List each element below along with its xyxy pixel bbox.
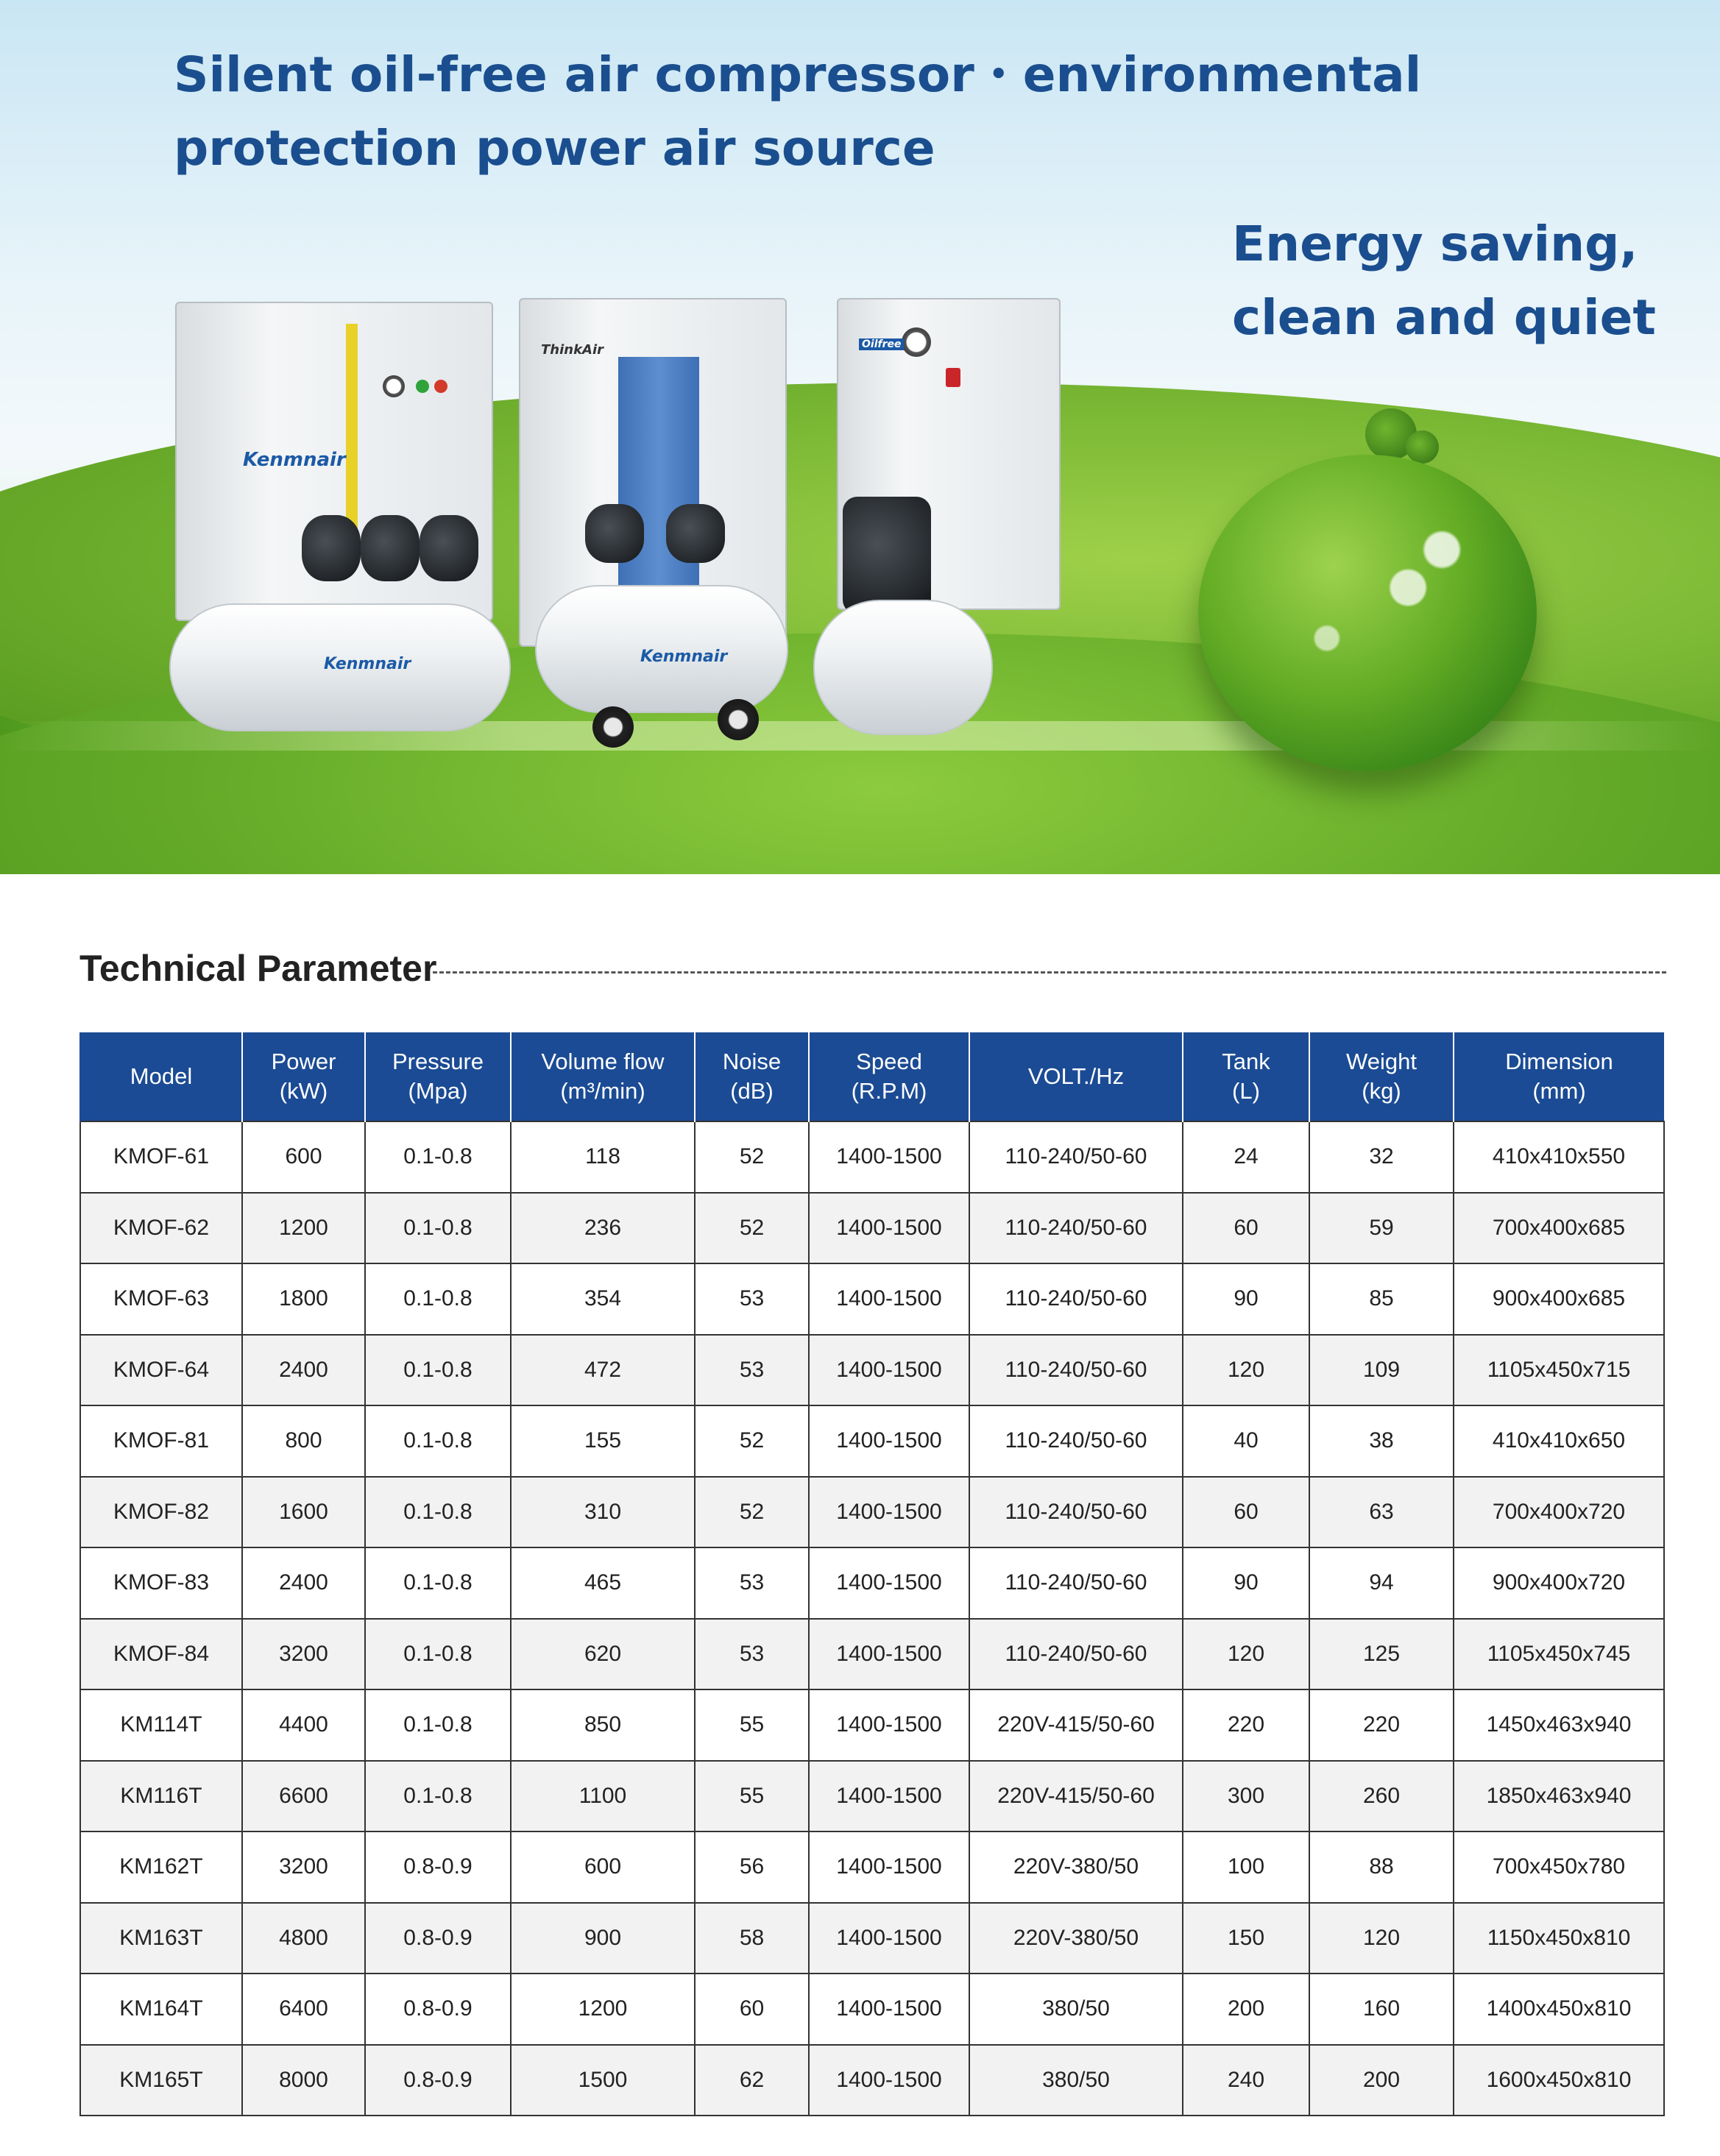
- table-cell: KMOF-84: [80, 1619, 242, 1690]
- hero-subtitle: [1232, 208, 1703, 355]
- table-cell: 120: [1183, 1335, 1309, 1406]
- table-cell: 0.1-0.8: [365, 1547, 511, 1619]
- table-cell: 0.1-0.8: [365, 1761, 511, 1832]
- column-header-label: Pressure: [392, 1049, 484, 1074]
- table-cell: 0.1-0.8: [365, 1619, 511, 1690]
- table-cell: 1600: [242, 1477, 365, 1548]
- table-cell: 300: [1183, 1761, 1309, 1832]
- column-header-unit: (Mpa): [408, 1078, 468, 1104]
- air-tank: [813, 600, 993, 735]
- section-title: Technical Parameter: [79, 948, 437, 989]
- table-cell: KM164T: [80, 1974, 242, 2045]
- table-row: [80, 1689, 1664, 1761]
- table-cell: 410x410x650: [1454, 1405, 1664, 1477]
- table-cell: 32: [1309, 1121, 1454, 1193]
- table-cell: 60: [1183, 1193, 1309, 1264]
- table-cell: 472: [511, 1335, 695, 1406]
- column-header: [242, 1032, 365, 1121]
- column-header-label: Model: [130, 1063, 193, 1089]
- table-cell: 8000: [242, 2045, 365, 2116]
- indicator-light-icon: [416, 380, 429, 393]
- table-cell: KMOF-64: [80, 1335, 242, 1406]
- table-cell: 700x400x720: [1454, 1477, 1664, 1548]
- table-cell: 1400x450x810: [1454, 1974, 1664, 2045]
- table-cell: 0.1-0.8: [365, 1405, 511, 1477]
- table-cell: 1400-1500: [809, 1761, 969, 1832]
- table-cell: 120: [1183, 1619, 1309, 1690]
- table-cell: 60: [1183, 1477, 1309, 1548]
- table-cell: 110-240/50-60: [969, 1547, 1183, 1619]
- table-cell: 1105x450x715: [1454, 1335, 1664, 1406]
- compressor-image-small: [813, 298, 1078, 754]
- table-cell: 60: [695, 1974, 809, 2045]
- table-cell: 150: [1183, 1903, 1309, 1974]
- table-cell: 1400-1500: [809, 1405, 969, 1477]
- table-cell: 0.1-0.8: [365, 1335, 511, 1406]
- table-row: [80, 1903, 1664, 1974]
- column-header-label: Power: [271, 1049, 336, 1074]
- dashed-divider: [433, 971, 1666, 974]
- table-cell: 900: [511, 1903, 695, 1974]
- table-row: [80, 1761, 1664, 1832]
- table-cell: 1400-1500: [809, 1121, 969, 1193]
- table-cell: 53: [695, 1263, 809, 1335]
- table-cell: 1100: [511, 1761, 695, 1832]
- table-cell: 0.8-0.9: [365, 1831, 511, 1903]
- column-header: [365, 1032, 511, 1121]
- cabinet-blue-panel: [618, 357, 699, 600]
- table-cell: 110-240/50-60: [969, 1263, 1183, 1335]
- table-cell: 52: [695, 1193, 809, 1264]
- column-header: [695, 1032, 809, 1121]
- table-cell: 1400-1500: [809, 1477, 969, 1548]
- table-cell: 85: [1309, 1263, 1454, 1335]
- table-cell: 0.8-0.9: [365, 2045, 511, 2116]
- table-cell: 1200: [511, 1974, 695, 2045]
- table-cell: 1400-1500: [809, 1903, 969, 1974]
- table-cell: 160: [1309, 1974, 1454, 2045]
- hero-title-line1: Silent oil-free air compressor・environmental: [174, 46, 1422, 103]
- wheel-icon: [592, 706, 634, 748]
- table-cell: 40: [1183, 1405, 1309, 1477]
- technical-parameter-table: [79, 1032, 1665, 2116]
- column-header-label: Volume flow: [541, 1049, 665, 1074]
- table-row: [80, 1335, 1664, 1406]
- table-cell: 0.8-0.9: [365, 1903, 511, 1974]
- table-cell: 240: [1183, 2045, 1309, 2116]
- motor-icon: [666, 504, 725, 563]
- table-cell: KM116T: [80, 1761, 242, 1832]
- table-cell: 52: [695, 1477, 809, 1548]
- table-cell: 410x410x550: [1454, 1121, 1664, 1193]
- table-cell: 236: [511, 1193, 695, 1264]
- table-cell: 55: [695, 1761, 809, 1832]
- table-cell: 125: [1309, 1619, 1454, 1690]
- table-row: [80, 1477, 1664, 1548]
- table-cell: 0.1-0.8: [365, 1193, 511, 1264]
- table-cell: 465: [511, 1547, 695, 1619]
- column-header: [1454, 1032, 1664, 1121]
- column-header-unit: (R.P.M): [851, 1078, 927, 1104]
- table-cell: 52: [695, 1405, 809, 1477]
- table-cell: 0.1-0.8: [365, 1121, 511, 1193]
- table-cell: 1800: [242, 1263, 365, 1335]
- table-cell: 3200: [242, 1619, 365, 1690]
- table-cell: KMOF-83: [80, 1547, 242, 1619]
- table-cell: 800: [242, 1405, 365, 1477]
- hero-title-line2: protection power air source: [174, 120, 935, 177]
- column-header-label: Speed: [856, 1049, 922, 1074]
- table-cell: 53: [695, 1335, 809, 1406]
- table-cell: 0.8-0.9: [365, 1974, 511, 2045]
- hero-title: [174, 38, 1425, 185]
- table-header-row: [80, 1032, 1664, 1121]
- table-cell: 90: [1183, 1263, 1309, 1335]
- table-cell: 4800: [242, 1903, 365, 1974]
- table-cell: 4400: [242, 1689, 365, 1761]
- table-cell: 55: [695, 1689, 809, 1761]
- column-header-unit: (m³/min): [560, 1078, 645, 1104]
- table-cell: 1850x463x940: [1454, 1761, 1664, 1832]
- table-cell: 94: [1309, 1547, 1454, 1619]
- table-cell: 200: [1183, 1974, 1309, 2045]
- table-cell: 1400-1500: [809, 1689, 969, 1761]
- table-row: [80, 1831, 1664, 1903]
- table-cell: 1105x450x745: [1454, 1619, 1664, 1690]
- hero-subtitle-line1: Energy saving,: [1232, 216, 1638, 272]
- table-cell: 110-240/50-60: [969, 1335, 1183, 1406]
- table-cell: 110-240/50-60: [969, 1477, 1183, 1548]
- table-cell: 1400-1500: [809, 1547, 969, 1619]
- table-cell: 700x450x780: [1454, 1831, 1664, 1903]
- compressor-image-large: [169, 302, 523, 743]
- table-cell: 56: [695, 1831, 809, 1903]
- table-cell: 900x400x685: [1454, 1263, 1664, 1335]
- brand-logo-oilfree: Oilfree: [859, 338, 904, 350]
- table-row: [80, 1193, 1664, 1264]
- table-cell: KMOF-62: [80, 1193, 242, 1264]
- table-row: [80, 1121, 1664, 1193]
- motor-icon: [585, 504, 644, 563]
- table-cell: 2400: [242, 1335, 365, 1406]
- table-cell: 6400: [242, 1974, 365, 2045]
- table-cell: 2400: [242, 1547, 365, 1619]
- column-header: [511, 1032, 695, 1121]
- table-cell: 3200: [242, 1831, 365, 1903]
- table-cell: 220: [1183, 1689, 1309, 1761]
- table-cell: 1600x450x810: [1454, 2045, 1664, 2116]
- table-cell: 88: [1309, 1831, 1454, 1903]
- table-cell: 63: [1309, 1477, 1454, 1548]
- table-cell: 220V-380/50: [969, 1903, 1183, 1974]
- table-body: [80, 1121, 1664, 2116]
- column-header: [1309, 1032, 1454, 1121]
- table-cell: 6600: [242, 1761, 365, 1832]
- table-cell: 100: [1183, 1831, 1309, 1903]
- column-header-unit: (mm): [1532, 1078, 1586, 1104]
- tree-icon: [1406, 430, 1439, 464]
- table-cell: 1150x450x810: [1454, 1903, 1664, 1974]
- column-header-unit: (L): [1232, 1078, 1260, 1104]
- wheel-icon: [718, 699, 759, 740]
- table-cell: 118: [511, 1121, 695, 1193]
- table-cell: 110-240/50-60: [969, 1193, 1183, 1264]
- table-cell: 52: [695, 1121, 809, 1193]
- table-cell: KMOF-81: [80, 1405, 242, 1477]
- table-cell: 354: [511, 1263, 695, 1335]
- table-cell: 38: [1309, 1405, 1454, 1477]
- table-cell: 53: [695, 1619, 809, 1690]
- column-header-label: Dimension: [1505, 1049, 1613, 1074]
- column-header: [969, 1032, 1183, 1121]
- table-cell: 109: [1309, 1335, 1454, 1406]
- table-cell: 1400-1500: [809, 1831, 969, 1903]
- pressure-gauge-icon: [902, 327, 931, 357]
- column-header: [809, 1032, 969, 1121]
- column-header-label: Weight: [1346, 1049, 1417, 1074]
- compressor-image-medium: [519, 298, 799, 754]
- table-cell: 310: [511, 1477, 695, 1548]
- table-cell: 1450x463x940: [1454, 1689, 1664, 1761]
- column-header: [1183, 1032, 1309, 1121]
- table-cell: 110-240/50-60: [969, 1405, 1183, 1477]
- table-cell: 24: [1183, 1121, 1309, 1193]
- table-cell: KM165T: [80, 2045, 242, 2116]
- indicator-light-icon: [434, 380, 447, 393]
- table-row: [80, 2045, 1664, 2116]
- table-row: [80, 1405, 1664, 1477]
- motor-icon: [361, 515, 420, 581]
- table-cell: 1400-1500: [809, 1193, 969, 1264]
- table-cell: 1400-1500: [809, 1619, 969, 1690]
- column-header-unit: (kg): [1362, 1078, 1401, 1104]
- table-cell: 380/50: [969, 2045, 1183, 2116]
- table-cell: 0.1-0.8: [365, 1689, 511, 1761]
- earth-globe-icon: [1198, 455, 1537, 771]
- table-cell: 90: [1183, 1547, 1309, 1619]
- column-header-label: VOLT./Hz: [1027, 1063, 1125, 1089]
- table-cell: 59: [1309, 1193, 1454, 1264]
- table-cell: 1200: [242, 1193, 365, 1264]
- table-cell: KM162T: [80, 1831, 242, 1903]
- table-cell: 220V-415/50-60: [969, 1761, 1183, 1832]
- motor-icon: [420, 515, 478, 581]
- column-header-label: Tank: [1222, 1049, 1270, 1074]
- table-cell: 1400-1500: [809, 1974, 969, 2045]
- hero-subtitle-line2: clean and quiet: [1232, 289, 1656, 346]
- column-header-unit: (dB): [730, 1078, 774, 1104]
- table-cell: 1500: [511, 2045, 695, 2116]
- table-cell: 110-240/50-60: [969, 1619, 1183, 1690]
- brand-logo: Kenmnair: [324, 655, 411, 673]
- table-cell: KMOF-63: [80, 1263, 242, 1335]
- motor-icon: [843, 497, 931, 614]
- table-cell: 120: [1309, 1903, 1454, 1974]
- table-cell: KMOF-82: [80, 1477, 242, 1548]
- table-cell: 1400-1500: [809, 1335, 969, 1406]
- table-cell: 155: [511, 1405, 695, 1477]
- table-cell: 58: [695, 1903, 809, 1974]
- table-cell: 600: [242, 1121, 365, 1193]
- table-cell: 53: [695, 1547, 809, 1619]
- technical-parameter-heading: [79, 942, 1666, 995]
- brand-logo-thinkair: ThinkAir: [541, 342, 604, 358]
- table-cell: 220V-415/50-60: [969, 1689, 1183, 1761]
- table-cell: 62: [695, 2045, 809, 2116]
- brand-logo: Kenmnair: [640, 648, 728, 666]
- table-cell: 220: [1309, 1689, 1454, 1761]
- table-row: [80, 1619, 1664, 1690]
- table-row: [80, 1547, 1664, 1619]
- table-cell: 620: [511, 1619, 695, 1690]
- table-row: [80, 1263, 1664, 1335]
- table-cell: 380/50: [969, 1974, 1183, 2045]
- table-cell: 220V-380/50: [969, 1831, 1183, 1903]
- table-cell: 1400-1500: [809, 1263, 969, 1335]
- column-header: [80, 1032, 242, 1121]
- table-cell: 850: [511, 1689, 695, 1761]
- table-cell: 110-240/50-60: [969, 1121, 1183, 1193]
- table-cell: KMOF-61: [80, 1121, 242, 1193]
- column-header-unit: (kW): [279, 1078, 328, 1104]
- brand-logo: Kenmnair: [243, 449, 346, 471]
- table-cell: 1400-1500: [809, 2045, 969, 2116]
- table-cell: 200: [1309, 2045, 1454, 2116]
- table-cell: 900x400x720: [1454, 1547, 1664, 1619]
- hero-banner: [0, 0, 1720, 874]
- table-cell: KM163T: [80, 1903, 242, 1974]
- pressure-gauge-icon: [383, 375, 405, 397]
- table-cell: 0.1-0.8: [365, 1263, 511, 1335]
- table-cell: 0.1-0.8: [365, 1477, 511, 1548]
- table-cell: 700x400x685: [1454, 1193, 1664, 1264]
- switch-icon: [946, 368, 960, 387]
- table-cell: 600: [511, 1831, 695, 1903]
- table-cell: 260: [1309, 1761, 1454, 1832]
- motor-icon: [302, 515, 361, 581]
- column-header-label: Noise: [722, 1049, 782, 1074]
- table-row: [80, 1974, 1664, 2045]
- table-cell: KM114T: [80, 1689, 242, 1761]
